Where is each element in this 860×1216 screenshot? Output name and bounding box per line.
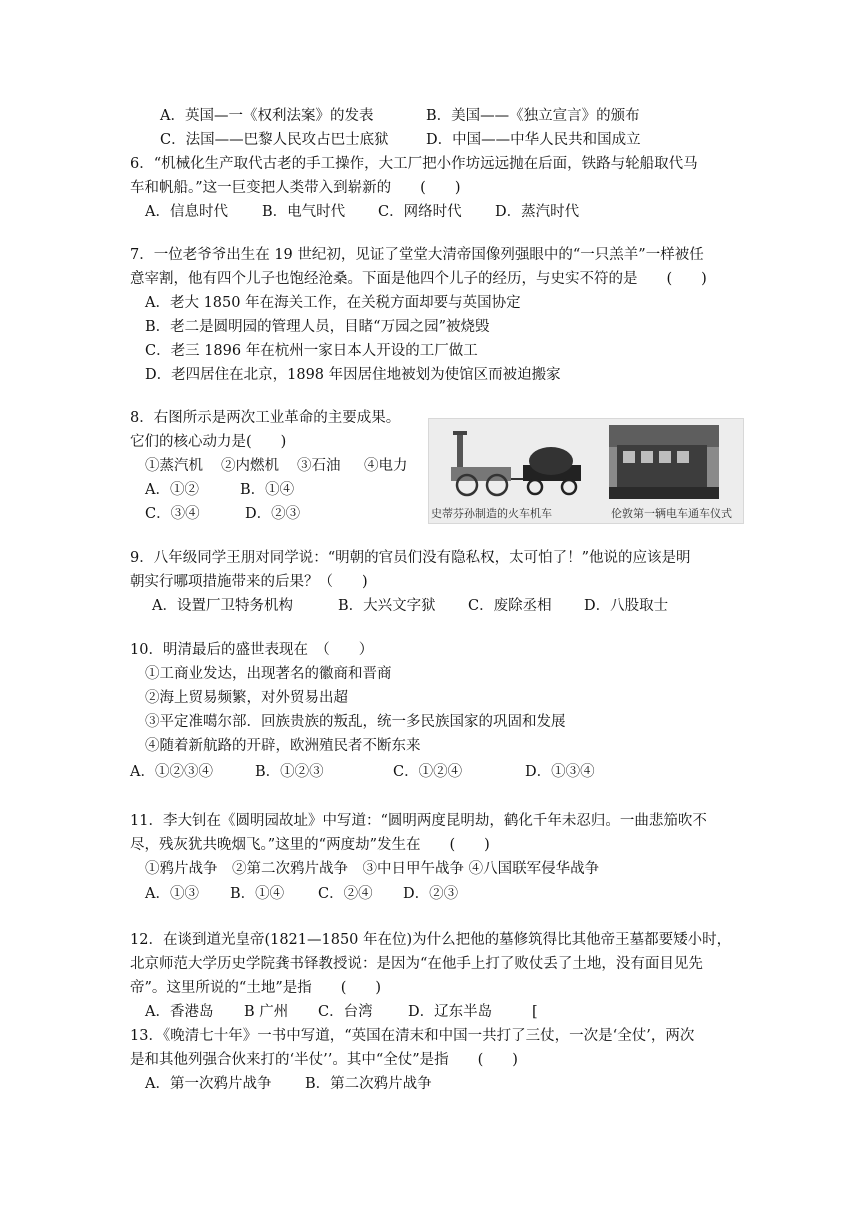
q13-option-b: B．第二次鸦片战争 — [305, 1076, 432, 1092]
q5-option-c: C．法国——巴黎人民攻占巴士底狱 — [160, 132, 389, 148]
q10-option-b: B．①②③ — [255, 764, 324, 780]
q9-option-c: C．废除丞相 — [468, 598, 552, 614]
q11-stem-line2: 尽，残灰犹共晚烟飞。”这里的“两度劫”发生在 ( ) — [130, 837, 490, 853]
q7-option-a: A．老大 1850 年在海关工作，在关税方面却要与英国协定 — [145, 295, 521, 311]
q13-stem-line2: 是和其他列强合伙来打的‘半仗’’。其中“全仗”是指 ( ) — [130, 1052, 518, 1068]
q5-option-a: A．英国—一《权利法案》的发表 — [160, 108, 374, 124]
q10-option-c: C．①②④ — [393, 764, 463, 780]
q10-item-3: ③平定准噶尔部．回族贵族的叛乱，统一多民族国家的巩固和发展 — [145, 714, 566, 730]
q12-option-a: A．香港岛 — [145, 1004, 214, 1020]
q10-item-1: ①工商业发达，出现著名的徽商和晋商 — [145, 666, 392, 682]
q10-option-d: D．①③④ — [525, 764, 595, 780]
q8-stem-line1: 8．右图所示是两次工业革命的主要成果。 — [130, 410, 401, 426]
q12-option-c: C．台湾 — [318, 1004, 373, 1020]
q12-option-d: D．辽东半岛 — [408, 1004, 493, 1020]
q8-item-1: ①蒸汽机 — [145, 458, 203, 474]
q10-item-4: ④随着新航路的开辟，欧洲殖民者不断东来 — [145, 738, 421, 754]
q11-option-d: D．②③ — [403, 886, 459, 902]
q6-option-d: D．蒸汽时代 — [495, 204, 580, 220]
photo-caption-tram: 伦敦第一辆电车通车仪式 — [611, 507, 732, 520]
q8-option-d: D．②③ — [245, 506, 301, 522]
q13-stem-line1: 13．《晚清七十年》一书中写道，“英国在清末和中国一共打了三仗，一次是‘全仗’，两次 — [130, 1028, 695, 1044]
q11-items: ①鸦片战争 ②第二次鸦片战争 ③中日甲午战争 ④八国联军侵华战争 — [145, 861, 600, 877]
q9-stem-line2: 朝实行哪项措施带来的后果？（ ) — [130, 574, 368, 590]
q8-item-3: ③石油 — [297, 458, 341, 474]
q11-option-a: A．①③ — [145, 886, 199, 902]
q8-option-b: B．①④ — [240, 482, 295, 498]
q7-option-b: B．老二是圆明园的管理人员，目睹“万园之园”被烧毁 — [145, 319, 490, 335]
q10-stem: 10．明清最后的盛世表现在 （ ） — [130, 642, 374, 658]
q9-option-d: D．八股取士 — [584, 598, 669, 614]
q8-option-a: A．①② — [145, 482, 199, 498]
q6-stem-line2: 车和帆船。”这一巨变把人类带入到崭新的 ( ) — [130, 180, 461, 196]
q8-stem-line2: 它们的核心动力是( ) — [130, 434, 287, 450]
q9-option-b: B．大兴文字狱 — [338, 598, 436, 614]
q12-stem-line3: 帝”。这里所说的“土地”是指 ( ) — [130, 980, 382, 996]
q12-stem-line2: 北京师范大学历史学院龚书铎教授说：是因为“在他手上打了败仗丢了土地，没有面目见先 — [130, 956, 703, 972]
q13-option-a: A．第一次鸦片战争 — [145, 1076, 272, 1092]
q7-option-c: C．老三 1896 年在杭州一家日本人开设的工厂做工 — [145, 343, 478, 359]
q12-stem-line1: 12．在谈到道光皇帝(1821—1850 年在位)为什么把他的墓修筑得比其他帝王墓都要矮小时， — [130, 932, 732, 948]
q8-item-4: ④电力 — [364, 458, 408, 474]
photo-caption-locomotive: 史蒂芬孙制造的火车机车 — [431, 507, 552, 520]
q7-option-d: D．老四居住在北京，1898 年因居住地被划为使馆区而被迫搬家 — [145, 367, 561, 383]
locomotive-illustration — [447, 427, 597, 499]
q6-option-b: B．电气时代 — [262, 204, 346, 220]
q9-option-a: A．设置厂卫特务机构 — [152, 598, 293, 614]
q7-stem-line2: 意宰割，他有四个儿子也饱经沧桑。下面是他四个儿子的经历，与史实不符的是 ( ) — [130, 271, 707, 287]
q12-option-b: B 广州 — [244, 1004, 289, 1020]
q10-option-a: A．①②③④ — [130, 764, 213, 780]
q9-stem-line1: 9．八年级同学王朋对同学说：“明朝的官员们没有隐私权，太可怕了！”他说的应该是明 — [130, 550, 691, 566]
q6-option-a: A．信息时代 — [145, 204, 228, 220]
q6-option-c: C．网络时代 — [378, 204, 462, 220]
q5-option-b: B．美国——《独立宣言》的颁布 — [426, 108, 640, 124]
q6-stem-line1: 6．“机械化生产取代古老的手工操作，大工厂把小作坊远远抛在后面，铁路与轮船取代马 — [130, 156, 698, 172]
q5-option-d: D．中国——中华人民共和国成立 — [426, 132, 641, 148]
q11-stem-line1: 11．李大钊在《圆明园故址》中写道：“圆明两度昆明劫，鹤化千年未忍归。一曲悲笳吹不 — [130, 813, 707, 829]
q11-option-c: C．②④ — [318, 886, 373, 902]
q10-item-2: ②海上贸易频繁，对外贸易出超 — [145, 690, 348, 706]
q12-stray-bracket: [ — [532, 1004, 538, 1020]
tram-photo — [609, 425, 719, 499]
q11-option-b: B．①④ — [230, 886, 285, 902]
q8-item-2: ②内燃机 — [221, 458, 279, 474]
q7-stem-line1: 7．一位老爷爷出生在 19 世纪初，见证了堂堂大清帝国像列强眼中的“一只羔羊”一样被任 — [130, 247, 704, 263]
industrial-revolution-photos — [428, 418, 744, 524]
q8-option-c: C．③④ — [145, 506, 200, 522]
